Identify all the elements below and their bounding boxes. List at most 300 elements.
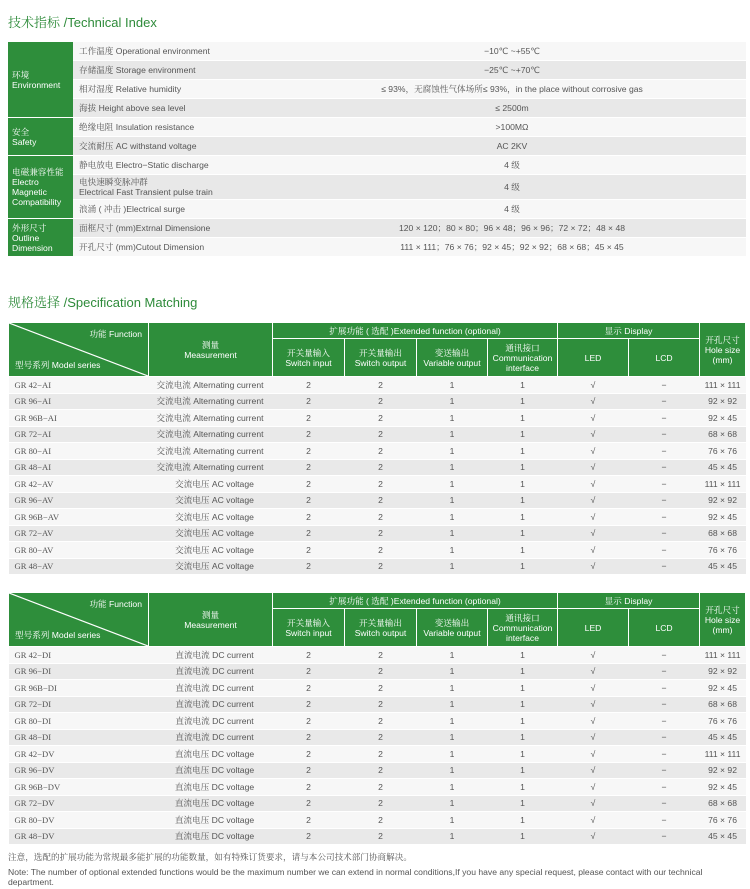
param-label: 相对湿度 Relative humidity bbox=[79, 84, 182, 94]
switch-input-cell: 2 bbox=[273, 525, 345, 542]
model-cell: GR 96−DI bbox=[9, 663, 149, 680]
variable-output-cell: 1 bbox=[417, 762, 488, 779]
table-row bbox=[9, 459, 746, 476]
param-label: 绝缘电阻 Insulation resistance bbox=[79, 122, 195, 132]
text-line: 开关量输出 bbox=[359, 617, 402, 628]
communication-cell: 1 bbox=[488, 779, 558, 796]
value-cell: 4 级 bbox=[278, 175, 746, 200]
spec-table-dc bbox=[8, 592, 746, 845]
model-cell: GR 72−AV bbox=[9, 525, 149, 542]
switch-input-cell: 2 bbox=[273, 696, 345, 713]
text-line: Dimension bbox=[12, 242, 53, 253]
model-cell: GR 96−AV bbox=[9, 492, 149, 509]
led-cell: √ bbox=[558, 509, 629, 526]
led-cell: √ bbox=[558, 713, 629, 730]
hole-size-cell: 45 × 45 bbox=[700, 558, 746, 575]
category-cell bbox=[8, 156, 73, 219]
variable-output-cell: 1 bbox=[417, 828, 488, 845]
text-line: 通讯接口 bbox=[505, 612, 540, 623]
led-cell: √ bbox=[558, 779, 629, 796]
model-cell: GR 96−DV bbox=[9, 762, 149, 779]
hole-size-cell: 76 × 76 bbox=[700, 713, 746, 730]
text-line: Variable output bbox=[423, 627, 481, 638]
switch-output-cell: 2 bbox=[345, 459, 417, 476]
param-label: 面框尺寸 (mm)Extrnal Dimensione bbox=[79, 223, 211, 233]
measurement-cell: 交流电流 Alternating current bbox=[149, 443, 273, 460]
switch-input-cell: 2 bbox=[273, 443, 345, 460]
model-cell: GR 96B−AV bbox=[9, 509, 149, 526]
param-cell bbox=[73, 61, 278, 80]
param-cell bbox=[73, 137, 278, 156]
model-cell: GR 96−AI bbox=[9, 393, 149, 410]
table-row bbox=[9, 713, 746, 730]
communication-cell: 1 bbox=[488, 558, 558, 575]
lcd-cell: − bbox=[629, 410, 700, 427]
hole-size-cell: 92 × 45 bbox=[700, 509, 746, 526]
switch-output-cell: 2 bbox=[345, 443, 417, 460]
hole-size-header bbox=[700, 593, 746, 647]
lcd-cell: − bbox=[629, 812, 700, 829]
table-row bbox=[9, 779, 746, 796]
lcd-cell: − bbox=[629, 509, 700, 526]
variable-output-cell: 1 bbox=[417, 443, 488, 460]
hole-size-cell: 68 × 68 bbox=[700, 426, 746, 443]
led-cell: √ bbox=[558, 476, 629, 493]
lcd-cell: − bbox=[629, 476, 700, 493]
switch-input-cell: 2 bbox=[273, 795, 345, 812]
communication-header bbox=[488, 609, 558, 647]
param-label: 海拔 Height above sea level bbox=[79, 103, 186, 113]
text-line: 开孔尺寸 bbox=[705, 604, 740, 615]
lcd-cell: − bbox=[629, 525, 700, 542]
table-row bbox=[9, 509, 746, 526]
communication-cell: 1 bbox=[488, 828, 558, 845]
variable-output-header bbox=[417, 609, 488, 647]
led-cell: √ bbox=[558, 729, 629, 746]
communication-cell: 1 bbox=[488, 525, 558, 542]
value-cell: 111 × 111；76 × 76；92 × 45；92 × 92；68 × 68；45 × 45 bbox=[278, 238, 746, 257]
measurement-cell: 交流电流 Alternating current bbox=[149, 393, 273, 410]
value-cell: ≤ 2500m bbox=[278, 99, 746, 118]
measurement-cell: 直流电压 DC voltage bbox=[149, 746, 273, 763]
communication-cell: 1 bbox=[488, 663, 558, 680]
text-line: Switch output bbox=[354, 627, 407, 638]
led-cell: √ bbox=[558, 558, 629, 575]
hole-size-cell: 45 × 45 bbox=[700, 828, 746, 845]
value-cell: −25℃ ~+70℃ bbox=[278, 61, 746, 80]
hole-size-cell: 45 × 45 bbox=[700, 729, 746, 746]
param-cell bbox=[73, 80, 278, 99]
communication-cell: 1 bbox=[488, 492, 558, 509]
table-row bbox=[9, 443, 746, 460]
text-line: Switch output bbox=[354, 357, 407, 368]
variable-output-cell: 1 bbox=[417, 713, 488, 730]
communication-cell: 1 bbox=[488, 762, 558, 779]
text-line: Measurement bbox=[184, 619, 237, 630]
switch-output-cell: 2 bbox=[345, 647, 417, 664]
measurement-cell: 交流电压 AC voltage bbox=[149, 492, 273, 509]
tech-row bbox=[8, 200, 746, 219]
communication-cell: 1 bbox=[488, 542, 558, 559]
text-line: 电磁兼容性能 bbox=[12, 167, 64, 177]
led-cell: √ bbox=[558, 680, 629, 697]
model-label: 型号系列 Model series bbox=[15, 630, 101, 640]
switch-input-cell: 2 bbox=[273, 647, 345, 664]
communication-cell: 1 bbox=[488, 393, 558, 410]
model-cell: GR 48−AI bbox=[9, 459, 149, 476]
measurement-cell: 直流电压 DC voltage bbox=[149, 762, 273, 779]
text-line: Switch input bbox=[285, 627, 332, 638]
value-cell: 4 级 bbox=[278, 156, 746, 175]
technical-index-table bbox=[8, 42, 746, 257]
text-line: Safety bbox=[12, 136, 37, 147]
switch-input-cell: 2 bbox=[273, 426, 345, 443]
value-cell: 120 × 120；80 × 80；96 × 48；96 × 96；72 × 72；48 × 48 bbox=[278, 219, 746, 238]
text-line: 测量 bbox=[201, 339, 220, 350]
spec-table-ac bbox=[8, 322, 746, 575]
text-line: 通讯接口 bbox=[505, 342, 540, 353]
model-cell: GR 42−AI bbox=[9, 377, 149, 394]
variable-output-cell: 1 bbox=[417, 729, 488, 746]
measurement-cell: 直流电压 DC voltage bbox=[149, 779, 273, 796]
led-cell: √ bbox=[558, 663, 629, 680]
hole-size-cell: 68 × 68 bbox=[700, 525, 746, 542]
hole-size-cell: 92 × 92 bbox=[700, 663, 746, 680]
tech-row bbox=[8, 238, 746, 257]
switch-input-cell: 2 bbox=[273, 746, 345, 763]
lcd-cell: − bbox=[629, 795, 700, 812]
tech-row bbox=[8, 219, 746, 238]
switch-input-cell: 2 bbox=[273, 476, 345, 493]
led-cell: √ bbox=[558, 459, 629, 476]
switch-input-cell: 2 bbox=[273, 393, 345, 410]
switch-input-cell: 2 bbox=[273, 762, 345, 779]
table-row bbox=[9, 795, 746, 812]
measurement-cell: 直流电压 DC voltage bbox=[149, 812, 273, 829]
lcd-header: LCD bbox=[629, 609, 700, 647]
variable-output-cell: 1 bbox=[417, 393, 488, 410]
switch-input-header bbox=[273, 609, 345, 647]
tech-row bbox=[8, 175, 746, 200]
measurement-cell: 交流电压 AC voltage bbox=[149, 476, 273, 493]
hole-size-cell: 92 × 92 bbox=[700, 762, 746, 779]
text-line: Compatibility bbox=[12, 197, 62, 207]
hole-size-cell: 45 × 45 bbox=[700, 459, 746, 476]
switch-input-cell: 2 bbox=[273, 377, 345, 394]
hole-size-cell: 111 × 111 bbox=[700, 647, 746, 664]
model-cell: GR 42−DI bbox=[9, 647, 149, 664]
hole-size-cell: 92 × 92 bbox=[700, 492, 746, 509]
measurement-cell: 直流电流 DC current bbox=[149, 729, 273, 746]
param-label: 浪涌 ( 冲击 )Electrical surge bbox=[79, 204, 186, 214]
category-cell bbox=[8, 42, 73, 118]
table-row bbox=[9, 746, 746, 763]
model-cell: GR 42−AV bbox=[9, 476, 149, 493]
tech-row bbox=[8, 42, 746, 61]
param-cell bbox=[73, 99, 278, 118]
lcd-cell: − bbox=[629, 729, 700, 746]
table-row bbox=[9, 696, 746, 713]
switch-output-cell: 2 bbox=[345, 713, 417, 730]
communication-cell: 1 bbox=[488, 696, 558, 713]
switch-input-cell: 2 bbox=[273, 663, 345, 680]
switch-input-cell: 2 bbox=[273, 509, 345, 526]
text-line: Switch input bbox=[285, 357, 332, 368]
hole-size-cell: 76 × 76 bbox=[700, 542, 746, 559]
param-label: 工作温度 Operational environment bbox=[79, 46, 210, 56]
hole-size-cell: 76 × 76 bbox=[700, 443, 746, 460]
measurement-cell: 直流电流 DC current bbox=[149, 647, 273, 664]
lcd-cell: − bbox=[629, 828, 700, 845]
value-cell: ≤ 93%，无腐蚀性气体场所≤ 93%，in the place without corrosive gas bbox=[278, 80, 746, 99]
led-cell: √ bbox=[558, 377, 629, 394]
lcd-cell: − bbox=[629, 443, 700, 460]
measurement-cell: 交流电流 Alternating current bbox=[149, 426, 273, 443]
switch-output-cell: 2 bbox=[345, 729, 417, 746]
model-cell: GR 96B−DI bbox=[9, 680, 149, 697]
switch-input-cell: 2 bbox=[273, 713, 345, 730]
switch-output-cell: 2 bbox=[345, 663, 417, 680]
lcd-cell: − bbox=[629, 680, 700, 697]
specification-matching-title: 规格选择 /Specification Matching bbox=[8, 295, 198, 310]
param-label: 交流耐压 AC withstand voltage bbox=[79, 141, 197, 151]
model-cell: GR 80−DV bbox=[9, 812, 149, 829]
switch-input-header bbox=[273, 339, 345, 377]
measurement-cell: 直流电压 DC voltage bbox=[149, 795, 273, 812]
switch-output-cell: 2 bbox=[345, 542, 417, 559]
led-cell: √ bbox=[558, 828, 629, 845]
model-cell: GR 48−AV bbox=[9, 558, 149, 575]
communication-cell: 1 bbox=[488, 680, 558, 697]
table-row bbox=[9, 812, 746, 829]
hole-size-cell: 92 × 45 bbox=[700, 779, 746, 796]
text-line: Hole size bbox=[704, 614, 741, 625]
text-line: Magnetic bbox=[12, 187, 47, 197]
variable-output-cell: 1 bbox=[417, 795, 488, 812]
table-row bbox=[9, 729, 746, 746]
variable-output-cell: 1 bbox=[417, 746, 488, 763]
variable-output-cell: 1 bbox=[417, 476, 488, 493]
variable-output-cell: 1 bbox=[417, 647, 488, 664]
measurement-cell: 直流电流 DC current bbox=[149, 680, 273, 697]
lcd-cell: − bbox=[629, 459, 700, 476]
switch-input-cell: 2 bbox=[273, 729, 345, 746]
communication-cell: 1 bbox=[488, 812, 558, 829]
switch-input-cell: 2 bbox=[273, 812, 345, 829]
led-cell: √ bbox=[558, 647, 629, 664]
measurement-header bbox=[149, 323, 273, 377]
table-row bbox=[9, 525, 746, 542]
model-cell: GR 72−DV bbox=[9, 795, 149, 812]
measurement-header bbox=[149, 593, 273, 647]
table-row bbox=[9, 663, 746, 680]
switch-output-header bbox=[345, 609, 417, 647]
communication-cell: 1 bbox=[488, 426, 558, 443]
model-cell: GR 72−AI bbox=[9, 426, 149, 443]
param-cell bbox=[73, 118, 278, 137]
switch-output-cell: 2 bbox=[345, 746, 417, 763]
communication-header bbox=[488, 339, 558, 377]
variable-output-cell: 1 bbox=[417, 410, 488, 427]
led-cell: √ bbox=[558, 426, 629, 443]
switch-input-cell: 2 bbox=[273, 459, 345, 476]
lcd-cell: − bbox=[629, 696, 700, 713]
led-cell: √ bbox=[558, 410, 629, 427]
table-row bbox=[9, 558, 746, 575]
switch-input-cell: 2 bbox=[273, 542, 345, 559]
variable-output-cell: 1 bbox=[417, 509, 488, 526]
note-english: Note: The number of optional extended functions would be the maximum number we can extend in normal conditions,If you have any special request, please contact with our technical department. bbox=[8, 867, 703, 887]
led-cell: √ bbox=[558, 525, 629, 542]
communication-cell: 1 bbox=[488, 410, 558, 427]
text-line: Measurement bbox=[184, 349, 237, 360]
param-cell bbox=[73, 219, 278, 238]
led-cell: √ bbox=[558, 746, 629, 763]
extended-function-header: 扩展功能 ( 选配 )Extended function (optional) bbox=[273, 323, 558, 339]
text-line: interface bbox=[506, 362, 539, 373]
measurement-cell: 直流电流 DC current bbox=[149, 696, 273, 713]
communication-cell: 1 bbox=[488, 713, 558, 730]
communication-cell: 1 bbox=[488, 509, 558, 526]
table-row bbox=[9, 426, 746, 443]
switch-input-cell: 2 bbox=[273, 828, 345, 845]
measurement-cell: 交流电流 Alternating current bbox=[149, 410, 273, 427]
lcd-header: LCD bbox=[629, 339, 700, 377]
led-cell: √ bbox=[558, 443, 629, 460]
switch-output-cell: 2 bbox=[345, 795, 417, 812]
param-label: 存储温度 Storage environment bbox=[79, 65, 196, 75]
hole-size-cell: 111 × 111 bbox=[700, 476, 746, 493]
led-cell: √ bbox=[558, 762, 629, 779]
hole-size-cell: 111 × 111 bbox=[700, 377, 746, 394]
tech-row bbox=[8, 61, 746, 80]
switch-output-cell: 2 bbox=[345, 779, 417, 796]
text-line: 开关量输入 bbox=[287, 347, 330, 358]
communication-cell: 1 bbox=[488, 795, 558, 812]
switch-output-cell: 2 bbox=[345, 828, 417, 845]
extended-function-header: 扩展功能 ( 选配 )Extended function (optional) bbox=[273, 593, 558, 609]
switch-output-cell: 2 bbox=[345, 377, 417, 394]
tech-row bbox=[8, 118, 746, 137]
variable-output-cell: 1 bbox=[417, 696, 488, 713]
param-label: 静电放电 Electro−Static discharge bbox=[79, 160, 209, 170]
value-cell: −10℃ ~+55℃ bbox=[278, 42, 746, 61]
table-row bbox=[9, 828, 746, 845]
hole-size-cell: 92 × 45 bbox=[700, 410, 746, 427]
communication-cell: 1 bbox=[488, 459, 558, 476]
value-cell: 4 级 bbox=[278, 200, 746, 219]
text-line: 变送输出 bbox=[434, 347, 470, 358]
param-cell bbox=[73, 200, 278, 219]
text-line: Outline bbox=[12, 232, 40, 243]
param-label-en: Electrical Fast Transient pulse train bbox=[79, 187, 213, 197]
text-line: 外形尺寸 bbox=[12, 222, 47, 233]
led-header: LED bbox=[558, 609, 629, 647]
led-cell: √ bbox=[558, 393, 629, 410]
param-cell bbox=[73, 238, 278, 257]
text-line: 开孔尺寸 bbox=[705, 334, 740, 345]
category-cell bbox=[8, 219, 73, 257]
communication-cell: 1 bbox=[488, 476, 558, 493]
technical-index-title: 技术指标 /Technical Index bbox=[8, 15, 157, 30]
lcd-cell: − bbox=[629, 492, 700, 509]
led-cell: √ bbox=[558, 812, 629, 829]
variable-output-cell: 1 bbox=[417, 663, 488, 680]
lcd-cell: − bbox=[629, 713, 700, 730]
lcd-cell: − bbox=[629, 393, 700, 410]
text-line: Communication bbox=[492, 622, 553, 633]
corner-header bbox=[9, 593, 149, 647]
led-cell: √ bbox=[558, 492, 629, 509]
switch-output-cell: 2 bbox=[345, 426, 417, 443]
text-line: 开关量输出 bbox=[359, 347, 402, 358]
switch-input-cell: 2 bbox=[273, 492, 345, 509]
display-header: 显示 Display bbox=[558, 593, 700, 609]
variable-output-header bbox=[417, 339, 488, 377]
value-cell: >100MΩ bbox=[278, 118, 746, 137]
header-row bbox=[9, 323, 746, 339]
model-cell: GR 80−AV bbox=[9, 542, 149, 559]
variable-output-cell: 1 bbox=[417, 377, 488, 394]
variable-output-cell: 1 bbox=[417, 812, 488, 829]
tech-row bbox=[8, 156, 746, 175]
tech-row bbox=[8, 80, 746, 99]
led-cell: √ bbox=[558, 696, 629, 713]
model-label: 型号系列 Model series bbox=[15, 360, 101, 370]
param-label: 开孔尺寸 (mm)Cutout Dimension bbox=[79, 242, 205, 252]
communication-cell: 1 bbox=[488, 729, 558, 746]
measurement-cell: 直流电流 DC current bbox=[149, 663, 273, 680]
switch-input-cell: 2 bbox=[273, 410, 345, 427]
led-cell: √ bbox=[558, 542, 629, 559]
param-cell bbox=[73, 156, 278, 175]
text-line: interface bbox=[506, 632, 539, 643]
model-cell: GR 48−DV bbox=[9, 828, 149, 845]
measurement-cell: 交流电压 AC voltage bbox=[149, 509, 273, 526]
hole-size-cell: 68 × 68 bbox=[700, 696, 746, 713]
text-line: 测量 bbox=[201, 609, 220, 620]
measurement-cell: 交流电压 AC voltage bbox=[149, 542, 273, 559]
text-line: (mm) bbox=[712, 354, 733, 365]
value-cell: AC 2KV bbox=[278, 137, 746, 156]
switch-output-cell: 2 bbox=[345, 762, 417, 779]
model-cell: GR 42−DV bbox=[9, 746, 149, 763]
communication-cell: 1 bbox=[488, 746, 558, 763]
communication-cell: 1 bbox=[488, 443, 558, 460]
note-chinese: 注意，选配的扩展功能为常规最多能扩展的功能数量，如有特殊订货要求，请与本公司技术部门协商解决。 bbox=[8, 852, 412, 862]
lcd-cell: − bbox=[629, 426, 700, 443]
communication-cell: 1 bbox=[488, 377, 558, 394]
model-cell: GR 48−DI bbox=[9, 729, 149, 746]
switch-output-cell: 2 bbox=[345, 393, 417, 410]
switch-input-cell: 2 bbox=[273, 779, 345, 796]
hole-size-header bbox=[700, 323, 746, 377]
hole-size-cell: 68 × 68 bbox=[700, 795, 746, 812]
variable-output-cell: 1 bbox=[417, 779, 488, 796]
header-row bbox=[9, 593, 746, 609]
lcd-cell: − bbox=[629, 779, 700, 796]
hole-size-cell: 76 × 76 bbox=[700, 812, 746, 829]
table-row bbox=[9, 492, 746, 509]
measurement-cell: 交流电压 AC voltage bbox=[149, 525, 273, 542]
table-row bbox=[9, 762, 746, 779]
table-row bbox=[9, 647, 746, 664]
variable-output-cell: 1 bbox=[417, 680, 488, 697]
measurement-cell: 交流电流 Alternating current bbox=[149, 377, 273, 394]
variable-output-cell: 1 bbox=[417, 525, 488, 542]
switch-output-cell: 2 bbox=[345, 696, 417, 713]
communication-cell: 1 bbox=[488, 647, 558, 664]
